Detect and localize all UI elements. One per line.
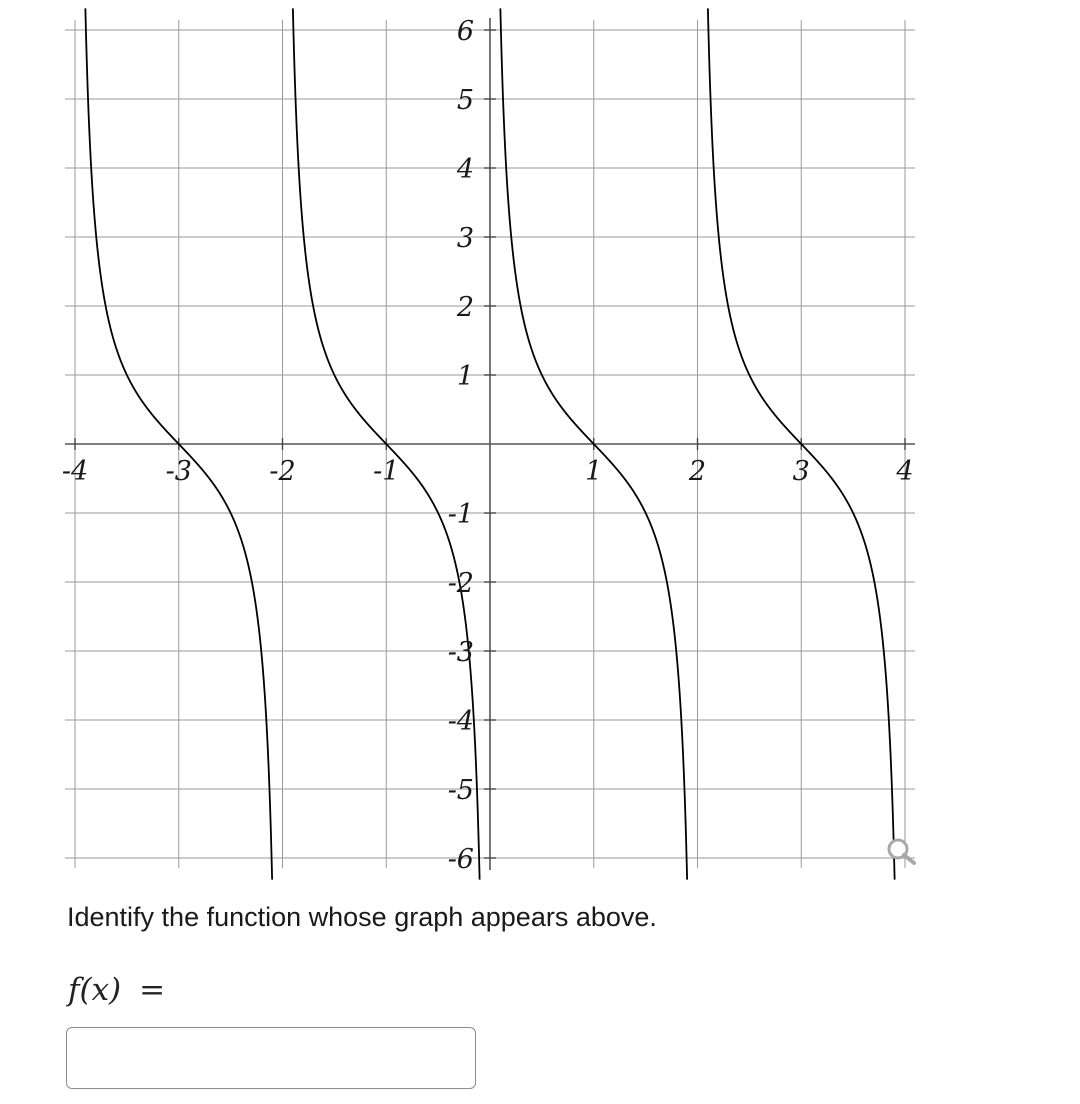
function-label	[68, 972, 165, 1008]
x-tick-label: -4	[61, 456, 89, 487]
y-tick-label: -5	[447, 775, 474, 806]
y-tick-label: 3	[456, 223, 474, 254]
y-tick-label: -1	[447, 499, 474, 530]
equals-sign: =	[139, 972, 166, 1008]
x-tick-label: -1	[373, 456, 400, 487]
y-tick-label: -3	[447, 637, 474, 668]
x-tick-label: -3	[165, 456, 192, 487]
x-tick-label: 2	[688, 456, 707, 487]
y-tick-label: 6	[456, 16, 474, 47]
question-prompt: Identify the function whose graph appears above.	[67, 902, 657, 932]
x-tick-label: -2	[269, 456, 296, 487]
x-tick-label: 1	[585, 456, 603, 487]
y-tick-label: -2	[447, 568, 474, 599]
y-tick-label: -6	[447, 844, 474, 875]
answer-input[interactable]	[66, 1027, 476, 1089]
tick-labels	[62, 16, 914, 875]
fx-symbol: f(x)	[68, 972, 122, 1008]
x-tick-label: 4	[896, 456, 914, 487]
y-tick-label: -4	[447, 706, 474, 737]
x-tick-label: 3	[792, 456, 810, 487]
y-tick-label: 4	[456, 154, 474, 185]
y-tick-label: 5	[456, 85, 474, 116]
magnifier-icon[interactable]	[889, 840, 914, 863]
axes	[65, 18, 915, 870]
y-tick-label: 1	[456, 361, 474, 392]
y-tick-label: 2	[456, 292, 474, 323]
